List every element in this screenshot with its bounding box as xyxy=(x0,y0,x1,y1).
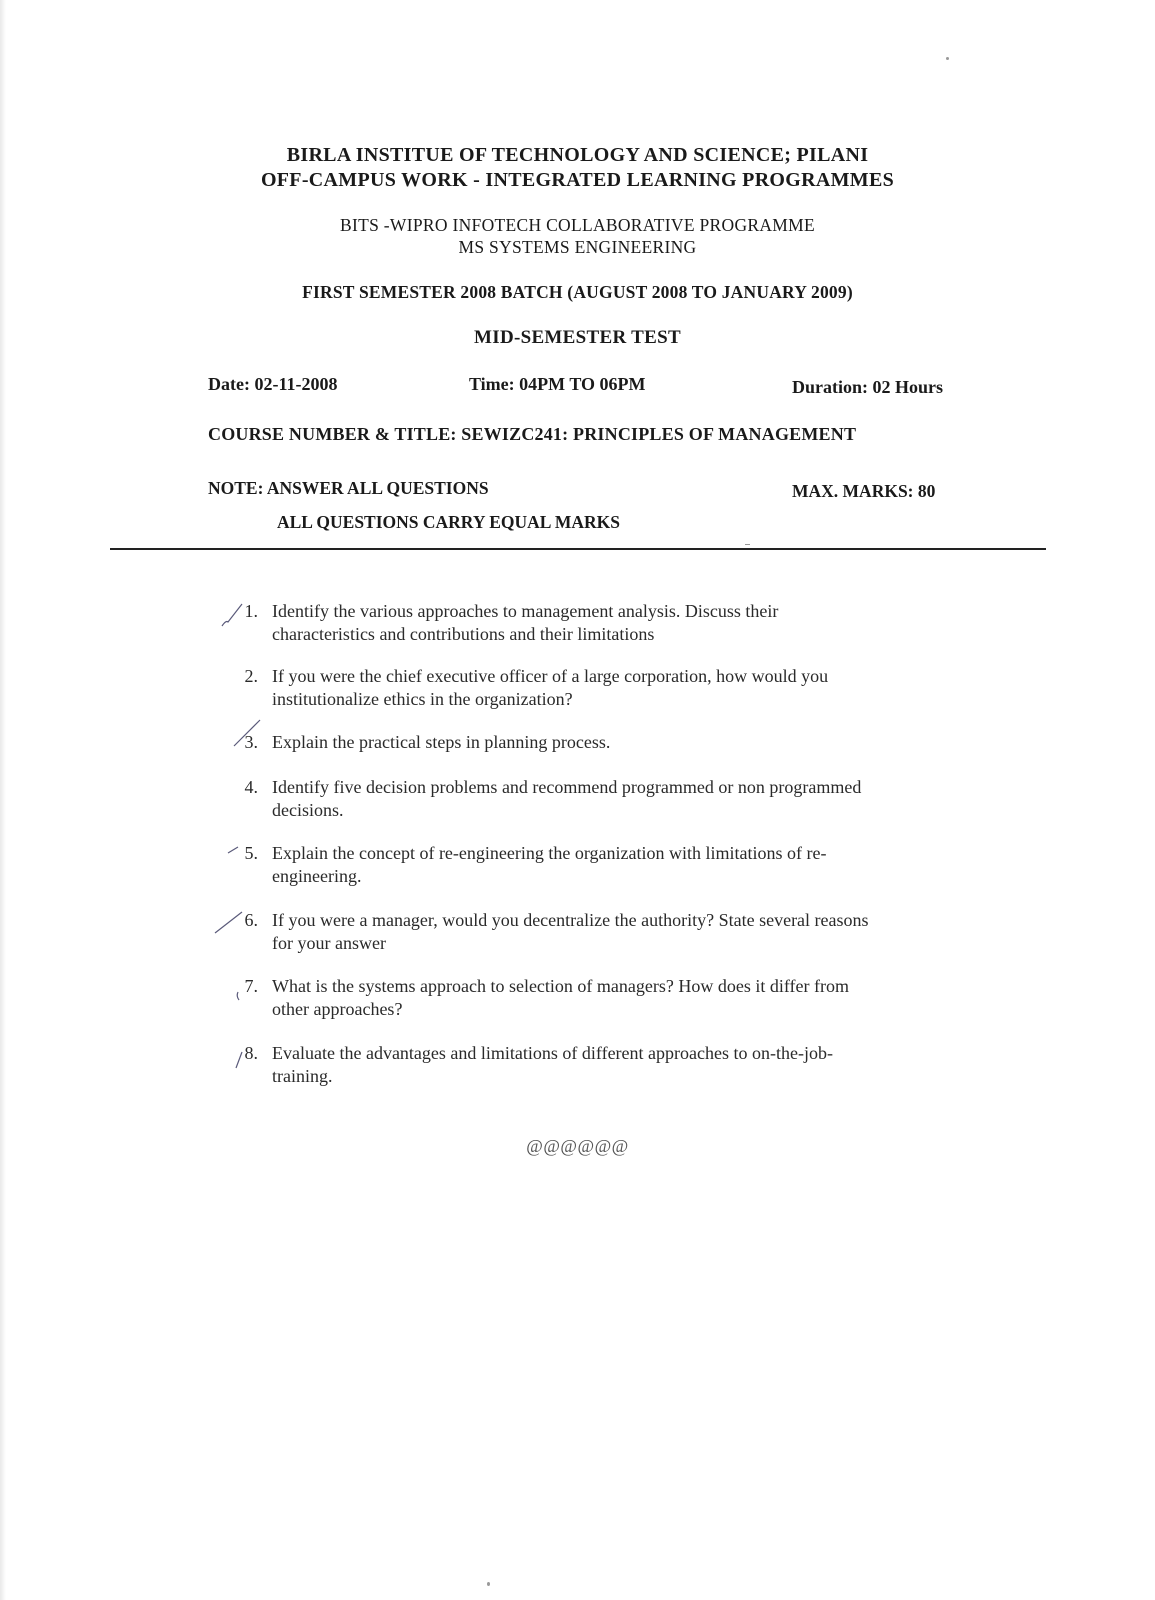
question-item xyxy=(230,1042,1010,1088)
handwritten-tick-icon xyxy=(230,1046,248,1074)
course-title: COURSE NUMBER & TITLE: SEWIZC241: PRINCIPLES OF MANAGEMENT xyxy=(208,424,857,444)
programme-name: BITS -WIPRO INFOTECH COLLABORATIVE PROGRAMME xyxy=(339,215,816,235)
handwritten-tick-icon xyxy=(230,716,264,750)
question-number: 5. xyxy=(244,843,258,863)
semester-line: FIRST SEMESTER 2008 BATCH (AUGUST 2008 TO JANUARY 2009) xyxy=(302,282,853,302)
question-text: Explain the practical steps in planning process. xyxy=(272,732,611,752)
question-text: Explain the concept of re-engineering the organization with limitations of re- xyxy=(272,843,827,863)
question-number: 1. xyxy=(244,601,258,621)
question-item xyxy=(230,975,1010,1021)
equal-marks-note: ALL QUESTIONS CARRY EQUAL MARKS xyxy=(277,512,620,532)
institute-division: OFF-CAMPUS WORK - INTEGRATED LEARNING PROGRAMMES xyxy=(260,169,895,191)
question-item xyxy=(230,776,1010,822)
exam-time: Time: 04PM TO 06PM xyxy=(469,374,646,394)
question-item xyxy=(230,909,1010,955)
question-item xyxy=(230,842,1010,888)
question-number: 4. xyxy=(244,777,258,797)
question-number: 8. xyxy=(244,1043,258,1063)
handwritten-tick-icon xyxy=(212,906,246,936)
question-item xyxy=(230,731,1010,754)
scan-speck xyxy=(745,544,750,545)
question-text: characteristics and contributions and their limitations xyxy=(272,624,655,644)
question-text: other approaches? xyxy=(272,999,403,1019)
exam-date: Date: 02-11-2008 xyxy=(208,374,338,394)
question-text: institutionalize ethics in the organization? xyxy=(272,689,573,709)
question-text: What is the systems approach to selection of managers? How does it differ from xyxy=(272,976,850,996)
exam-note: NOTE: ANSWER ALL QUESTIONS xyxy=(208,478,489,498)
header-divider xyxy=(110,548,1046,550)
question-number: 3. xyxy=(244,732,258,752)
question-text: for your answer xyxy=(272,933,386,953)
question-number: 6. xyxy=(244,910,258,930)
question-text: Identify the various approaches to management analysis. Discuss their xyxy=(272,601,779,621)
exam-duration: Duration: 02 Hours xyxy=(792,377,944,397)
question-text: If you were the chief executive officer of a large corporation, how would you xyxy=(272,666,829,686)
handwritten-tick-icon xyxy=(226,844,242,856)
scan-speck xyxy=(487,1582,490,1586)
question-item xyxy=(230,600,1010,646)
scan-speck xyxy=(946,57,949,60)
test-title: MID-SEMESTER TEST xyxy=(474,327,681,348)
handwritten-tick-icon xyxy=(218,600,248,630)
question-number: 7. xyxy=(244,976,258,996)
question-text: Identify five decision problems and recommend programmed or non programmed xyxy=(272,777,862,797)
question-text: If you were a manager, would you decentralize the authority? State several reasons xyxy=(272,910,869,930)
handwritten-tick-icon xyxy=(230,978,248,1004)
programme-degree: MS SYSTEMS ENGINEERING xyxy=(458,237,697,257)
question-text: engineering. xyxy=(272,866,362,886)
question-number: 2. xyxy=(244,666,258,686)
institute-name: BIRLA INSTITUE OF TECHNOLOGY AND SCIENCE; PILANI xyxy=(286,144,869,166)
question-item xyxy=(230,665,1010,711)
max-marks: MAX. MARKS: 80 xyxy=(792,481,936,501)
question-text: Evaluate the advantages and limitations of different approaches to on-the-job- xyxy=(272,1043,833,1063)
question-text: decisions. xyxy=(272,800,344,820)
question-text: training. xyxy=(272,1066,333,1086)
end-of-paper-mark: @@@@@@ xyxy=(526,1136,629,1156)
institute-heading xyxy=(0,143,1155,193)
programme-heading xyxy=(0,214,1155,258)
